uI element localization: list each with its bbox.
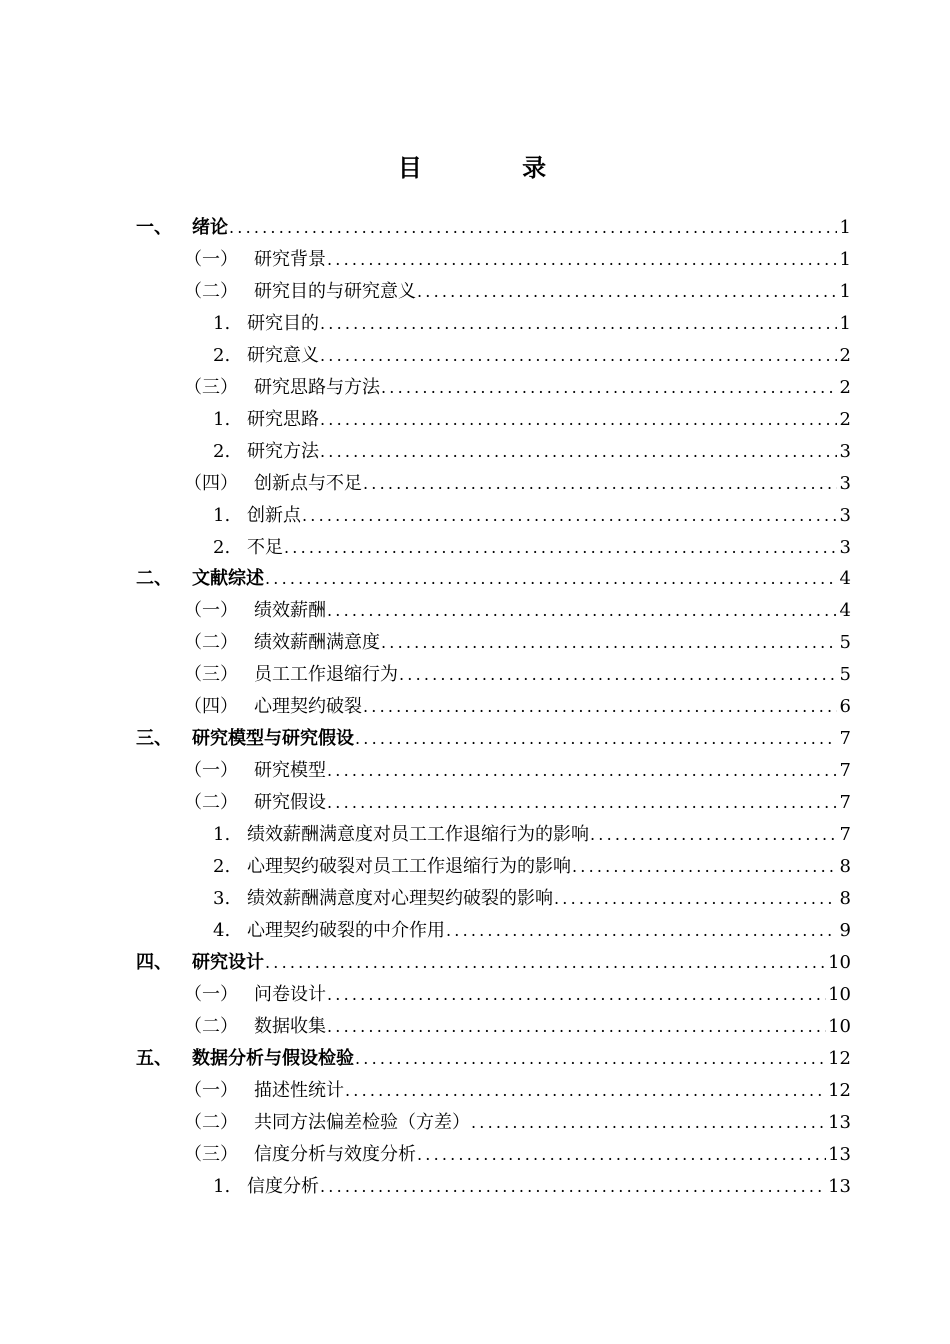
toc-entry-number: 四、 (136, 951, 172, 973)
toc-entry[interactable] (184, 1140, 851, 1170)
toc-entry[interactable] (213, 1172, 851, 1202)
toc-entry[interactable] (136, 213, 851, 243)
toc-entry-page-number: 13 (828, 1175, 851, 1197)
toc-entry-page-number: 2 (839, 344, 851, 366)
toc-entry-page-number: 1 (839, 217, 851, 238)
toc-entry-page-number: 1 (839, 312, 851, 334)
toc-entry-title: 研究思路与方法 (254, 376, 380, 398)
toc-entry[interactable] (213, 820, 851, 850)
toc-entry-number: （二） (184, 280, 238, 302)
toc-entry[interactable] (184, 245, 851, 275)
toc-entry-number: （二） (184, 1015, 238, 1037)
toc-entry-page-number: 13 (828, 1111, 851, 1133)
toc-entry-title: 绩效薪酬满意度对心理契约破裂的影响 (247, 887, 553, 909)
toc-entry-title: 创新点 (247, 504, 301, 526)
toc-entry-page-number: 2 (839, 408, 851, 430)
toc-entry-title: 研究思路 (247, 408, 319, 430)
toc-dot-leader (327, 756, 837, 786)
toc-entry-page-number: 3 (839, 440, 851, 462)
toc-dot-leader (320, 405, 837, 435)
toc-entry-page-number: 7 (839, 792, 851, 814)
toc-entry-number: 2. (213, 856, 231, 877)
toc-dot-leader (327, 788, 837, 818)
toc-entry-number: 1. (213, 312, 231, 334)
toc-entry-title: 研究模型 (254, 760, 326, 782)
toc-entry-number: （一） (184, 760, 238, 782)
toc-entry-title: 研究假设 (254, 792, 326, 814)
toc-entry-page-number: 13 (828, 1143, 851, 1165)
toc-entry[interactable] (213, 884, 851, 914)
toc-entry[interactable] (184, 277, 851, 307)
toc-entry-number: 1. (213, 1175, 231, 1197)
toc-dot-leader (327, 245, 837, 275)
toc-entry-page-number: 9 (839, 919, 851, 941)
toc-entry-title: 研究意义 (247, 344, 319, 366)
toc-dot-leader (345, 1076, 826, 1106)
toc-entry-title: 员工工作退缩行为 (254, 664, 398, 686)
toc-entry-title: 数据收集 (254, 1015, 326, 1037)
toc-entry-title: 不足 (247, 536, 283, 558)
toc-entry[interactable] (184, 469, 851, 499)
toc-dot-leader (320, 309, 837, 339)
toc-entry[interactable] (136, 564, 851, 594)
toc-entry[interactable] (213, 341, 851, 371)
toc-entry[interactable] (184, 788, 851, 818)
toc-entry-number: 3. (213, 887, 231, 909)
toc-entry[interactable] (184, 1108, 851, 1138)
toc-entry-title: 研究目的 (247, 312, 319, 334)
toc-entry-number: 二、 (136, 568, 172, 590)
toc-entry-title: 信度分析与效度分析 (254, 1143, 416, 1165)
toc-entry-page-number: 3 (839, 504, 851, 526)
toc-entry-page-number: 7 (839, 824, 851, 846)
toc-entry-number: （四） (184, 472, 238, 494)
toc-entry-title: 研究目的与研究意义 (254, 280, 416, 302)
toc-entry-page-number: 1 (839, 248, 851, 270)
toc-entry-number: 4. (213, 919, 231, 941)
toc-entry-title: 心理契约破裂对员工工作退缩行为的影响 (247, 856, 571, 877)
toc-dot-leader (417, 277, 837, 307)
toc-entry-page-number: 5 (839, 664, 851, 686)
toc-entry-page-number: 4 (839, 568, 851, 590)
toc-entry-number: （二） (184, 792, 238, 814)
toc-entry-page-number: 3 (839, 472, 851, 494)
toc-entry-number: 1. (213, 824, 231, 846)
toc-entry-page-number: 10 (828, 983, 851, 1005)
toc-entry-number: 2. (213, 344, 231, 366)
toc-entry-title: 描述性统计 (254, 1079, 344, 1101)
toc-entry-number: 五、 (136, 1047, 172, 1069)
toc-entry-number: 一、 (136, 217, 172, 238)
toc-entry-page-number: 12 (828, 1047, 851, 1069)
toc-entry-page-number: 12 (828, 1079, 851, 1101)
toc-dot-leader (302, 501, 837, 531)
toc-dot-leader (327, 596, 837, 626)
toc-entry-title: 数据分析与假设检验 (192, 1047, 354, 1069)
toc-entry[interactable] (184, 628, 851, 658)
toc-entry-title: 共同方法偏差检验（方差） (254, 1111, 470, 1133)
toc-dot-leader (327, 1012, 826, 1042)
toc-dot-leader (381, 373, 837, 403)
toc-dot-leader (320, 1172, 826, 1202)
toc-entry-page-number: 4 (839, 600, 851, 622)
toc-entry[interactable] (184, 596, 851, 626)
toc-dot-leader (471, 1108, 826, 1138)
toc-entry[interactable] (213, 437, 851, 467)
toc-entry[interactable] (184, 980, 851, 1010)
toc-entry-number: 2. (213, 440, 231, 462)
toc-dot-leader (417, 1140, 826, 1170)
toc-entry-number: （三） (184, 376, 238, 398)
toc-entry-page-number: 10 (828, 951, 851, 973)
toc-entry-page-number: 7 (839, 728, 851, 750)
toc-entry[interactable] (184, 756, 851, 786)
toc-entry[interactable] (213, 916, 851, 946)
toc-dot-leader (381, 628, 837, 658)
toc-entry-number: 1. (213, 408, 231, 430)
toc-dot-leader (446, 916, 837, 946)
toc-dot-leader (572, 852, 837, 882)
toc-dot-leader (554, 884, 837, 914)
toc-dot-leader (320, 437, 837, 467)
toc-entry-title: 研究方法 (247, 440, 319, 462)
toc-entry[interactable] (213, 309, 851, 339)
toc-entry-number: （一） (184, 983, 238, 1005)
toc-entry[interactable] (184, 1076, 851, 1106)
toc-entry-page-number: 6 (839, 696, 851, 718)
toc-entry-page-number: 7 (839, 760, 851, 782)
toc-entry-title: 信度分析 (247, 1175, 319, 1197)
toc-entry-number: 1. (213, 504, 231, 526)
toc-entry-number: （一） (184, 248, 238, 270)
toc-entry-page-number: 3 (839, 536, 851, 558)
toc-entry-page-number: 2 (839, 376, 851, 398)
toc-entry[interactable] (136, 1044, 851, 1074)
toc-entry-page-number: 1 (839, 280, 851, 302)
toc-entry[interactable] (184, 373, 851, 403)
toc-dot-leader (590, 820, 837, 850)
toc-entry-number: （四） (184, 696, 238, 718)
toc-dot-leader (229, 213, 837, 243)
toc-entry-title: 文献综述 (192, 568, 264, 590)
page-title: 目 录 (397, 153, 593, 182)
toc-entry-title: 心理契约破裂的中介作用 (247, 919, 445, 941)
toc-entry-title: 研究模型与研究假设 (192, 728, 354, 750)
toc-entry-number: （三） (184, 664, 238, 686)
toc-dot-leader (265, 564, 837, 594)
toc-entry[interactable] (213, 501, 851, 531)
toc-entry[interactable] (184, 692, 851, 722)
toc-entry-number: （三） (184, 1143, 238, 1165)
toc-entry-title: 绩效薪酬 (254, 600, 326, 622)
toc-entry-title: 绩效薪酬满意度 (254, 632, 380, 654)
toc-entry-number: （二） (184, 1111, 238, 1133)
toc-entry-number: 三、 (136, 728, 172, 750)
toc-entry-page-number: 5 (839, 632, 851, 654)
toc-dot-leader (320, 341, 837, 371)
toc-entry-number: （二） (184, 632, 238, 654)
toc-entry-title: 心理契约破裂 (254, 696, 362, 718)
toc-entry-number: （一） (184, 1079, 238, 1101)
toc-dot-leader (327, 980, 826, 1010)
toc-entry-page-number: 10 (828, 1015, 851, 1037)
toc-entry[interactable] (136, 948, 851, 978)
toc-dot-leader (399, 660, 837, 690)
toc-entry-title: 绪论 (192, 217, 228, 238)
toc-entry-page-number: 8 (839, 856, 851, 877)
toc-dot-leader (355, 724, 837, 754)
toc-entry[interactable] (213, 405, 851, 435)
toc-dot-leader (355, 1044, 826, 1074)
toc-entry[interactable] (136, 724, 851, 754)
toc-dot-leader (363, 692, 837, 722)
toc-entry[interactable] (213, 533, 851, 563)
toc-entry-title: 研究背景 (254, 248, 326, 270)
toc-entry-title: 绩效薪酬满意度对员工工作退缩行为的影响 (247, 824, 589, 846)
toc-entry-number: （一） (184, 600, 238, 622)
toc-entry-page-number: 8 (839, 887, 851, 909)
toc-entry-number: 2. (213, 536, 231, 558)
toc-dot-leader (284, 533, 837, 563)
toc-entry-title: 研究设计 (192, 951, 264, 973)
toc-entry[interactable] (184, 1012, 851, 1042)
toc-dot-leader (363, 469, 837, 499)
toc-entry-title: 问卷设计 (254, 983, 326, 1005)
toc-entry-title: 创新点与不足 (254, 472, 362, 494)
toc-entry[interactable] (213, 852, 851, 882)
toc-dot-leader (265, 948, 826, 978)
toc-entry[interactable] (184, 660, 851, 690)
